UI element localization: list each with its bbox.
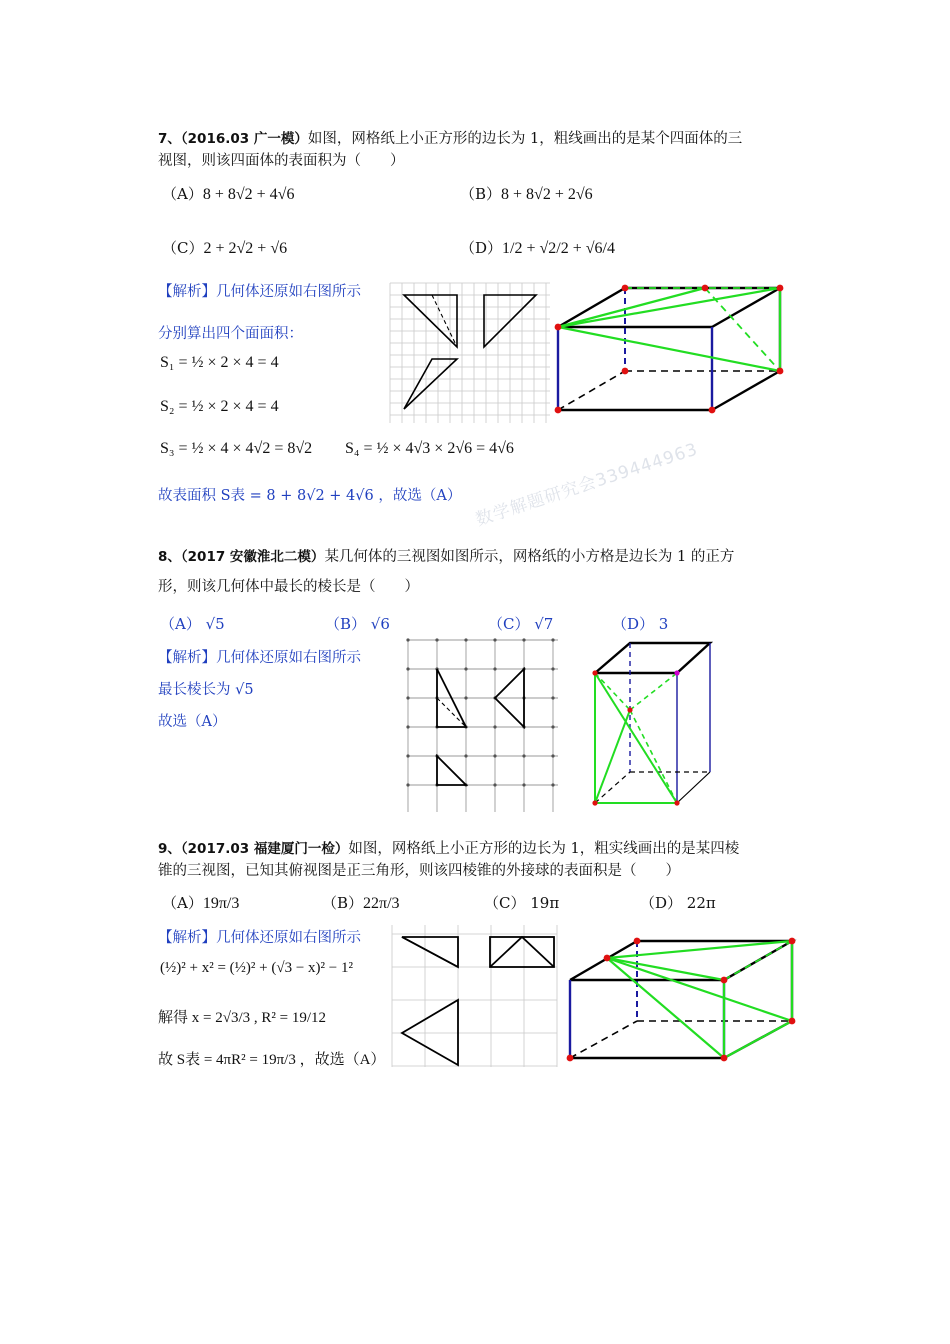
q9-option-b [322, 892, 400, 913]
q7-three-view-grid [390, 283, 550, 423]
q8-option-a: （A） √5 [160, 615, 225, 633]
q9-option-a-label: （A） [162, 894, 203, 912]
q7-s4: S₄ = ½ × 4√3 × 2√6 = 4√6 [345, 440, 514, 457]
q8-box-figure [592, 640, 717, 810]
q7-s1: S₁ = ½ × 2 × 4 = 4 [160, 354, 279, 371]
q7-stem [158, 128, 788, 172]
q7-option-b-label: （B） [460, 185, 502, 203]
q9-box-figure [567, 938, 797, 1063]
q9-option-b-expr: 22π/3 [363, 895, 400, 912]
q7-stem-line2: 视图，则该四面体的表面积为（ ） [158, 153, 405, 169]
q8-three-view-grid [408, 640, 558, 812]
q9-option-d: （D） 22π [640, 894, 716, 912]
q8-option-c: （C） √7 [488, 615, 554, 633]
q7-option-d-expr: 1/2 + √2/2 + √6/4 [502, 240, 615, 257]
q8-stem-line1: 某几何体的三视图如图所示，网格纸的小方格是边长为 1 的正方 [324, 549, 735, 565]
q8-tag: （2017 安徽淮北二模） [180, 549, 325, 565]
q8-number: 8、 [158, 549, 181, 565]
q8-solution-line1: 最长棱长为 √5 [158, 682, 254, 698]
q9-solution-x: 解得 x = 2√3/3 , R² = 19/12 [158, 1010, 326, 1026]
q9-stem-line2: 锥的三视图，已知其俯视图是正三角形，则该四棱锥的外接球的表面积是（ ） [158, 863, 680, 879]
q7-solution-head: 【解析】几何体还原如右图所示 [158, 284, 361, 300]
q7-option-a-label: （A） [162, 185, 203, 203]
q9-option-b-label: （B） [322, 894, 364, 912]
q7-option-a-expr: 8 + 8√2 + 4√6 [202, 186, 295, 203]
q9-option-a [162, 892, 239, 913]
q9-stem [158, 838, 788, 882]
q9-equation: (½)² + x² = (½)² + (√3 − x)² − 1² [160, 960, 353, 976]
q7-option-c-label: （C） [162, 239, 204, 257]
watermark: 数学解题研究会339444963 [473, 439, 701, 531]
q8-solution-head: 【解析】几何体还原如右图所示 [158, 650, 361, 666]
q7-s2: S₂ = ½ × 2 × 4 = 4 [160, 398, 279, 415]
q7-s3: S₃ = ½ × 4 × 4√2 = 8√2 [160, 440, 313, 457]
q7-option-b [460, 183, 593, 204]
q9-three-view-grid [392, 925, 557, 1067]
q7-option-b-expr: 8 + 8√2 + 2√6 [501, 186, 593, 203]
q9-number: 9、 [158, 841, 181, 857]
q8-option-d: （D） 3 [612, 615, 669, 633]
q7-option-c-expr: 2 + 2√2 + √6 [203, 240, 288, 257]
q8-option-b: （B） √6 [325, 615, 390, 633]
q7-option-c [162, 237, 287, 258]
q7-solution-line1: 分别算出四个面面积： [158, 326, 303, 342]
q7-box-figure [555, 285, 785, 415]
q9-solution-head: 【解析】几何体还原如右图所示 [158, 930, 361, 946]
q9-tag: （2017.03 福建厦门一检） [180, 841, 349, 857]
q7-option-d-label: （D） [460, 239, 503, 257]
q8-stem [158, 542, 788, 602]
q7-tag: （2016.03 广一模） [180, 131, 308, 147]
q7-number: 7、 [158, 131, 181, 147]
q7-stem-line1: 如图，网格纸上小正方形的边长为 1，粗线画出的是某个四面体的三 [307, 131, 743, 147]
q9-option-c: （C） 19π [484, 894, 560, 912]
q9-option-a-expr: 19π/3 [202, 895, 240, 912]
q8-stem-line2: 形，则该几何体中最长的棱长是（ ） [158, 579, 419, 595]
q7-option-d [460, 237, 615, 258]
q7-solution-conclusion: 故表面积 S表 = 8 + 8√2 + 4√6 ，故选（A） [158, 488, 462, 504]
q9-solution-conclusion: 故 S表 = 4πR² = 19π/3 ，故选（A） [158, 1052, 386, 1068]
q9-stem-line1: 如图，网格纸上小正方形的边长为 1，粗实线画出的是某四棱 [348, 841, 740, 857]
q7-option-a [162, 183, 294, 204]
q8-solution-line2: 故选（A） [158, 714, 227, 730]
